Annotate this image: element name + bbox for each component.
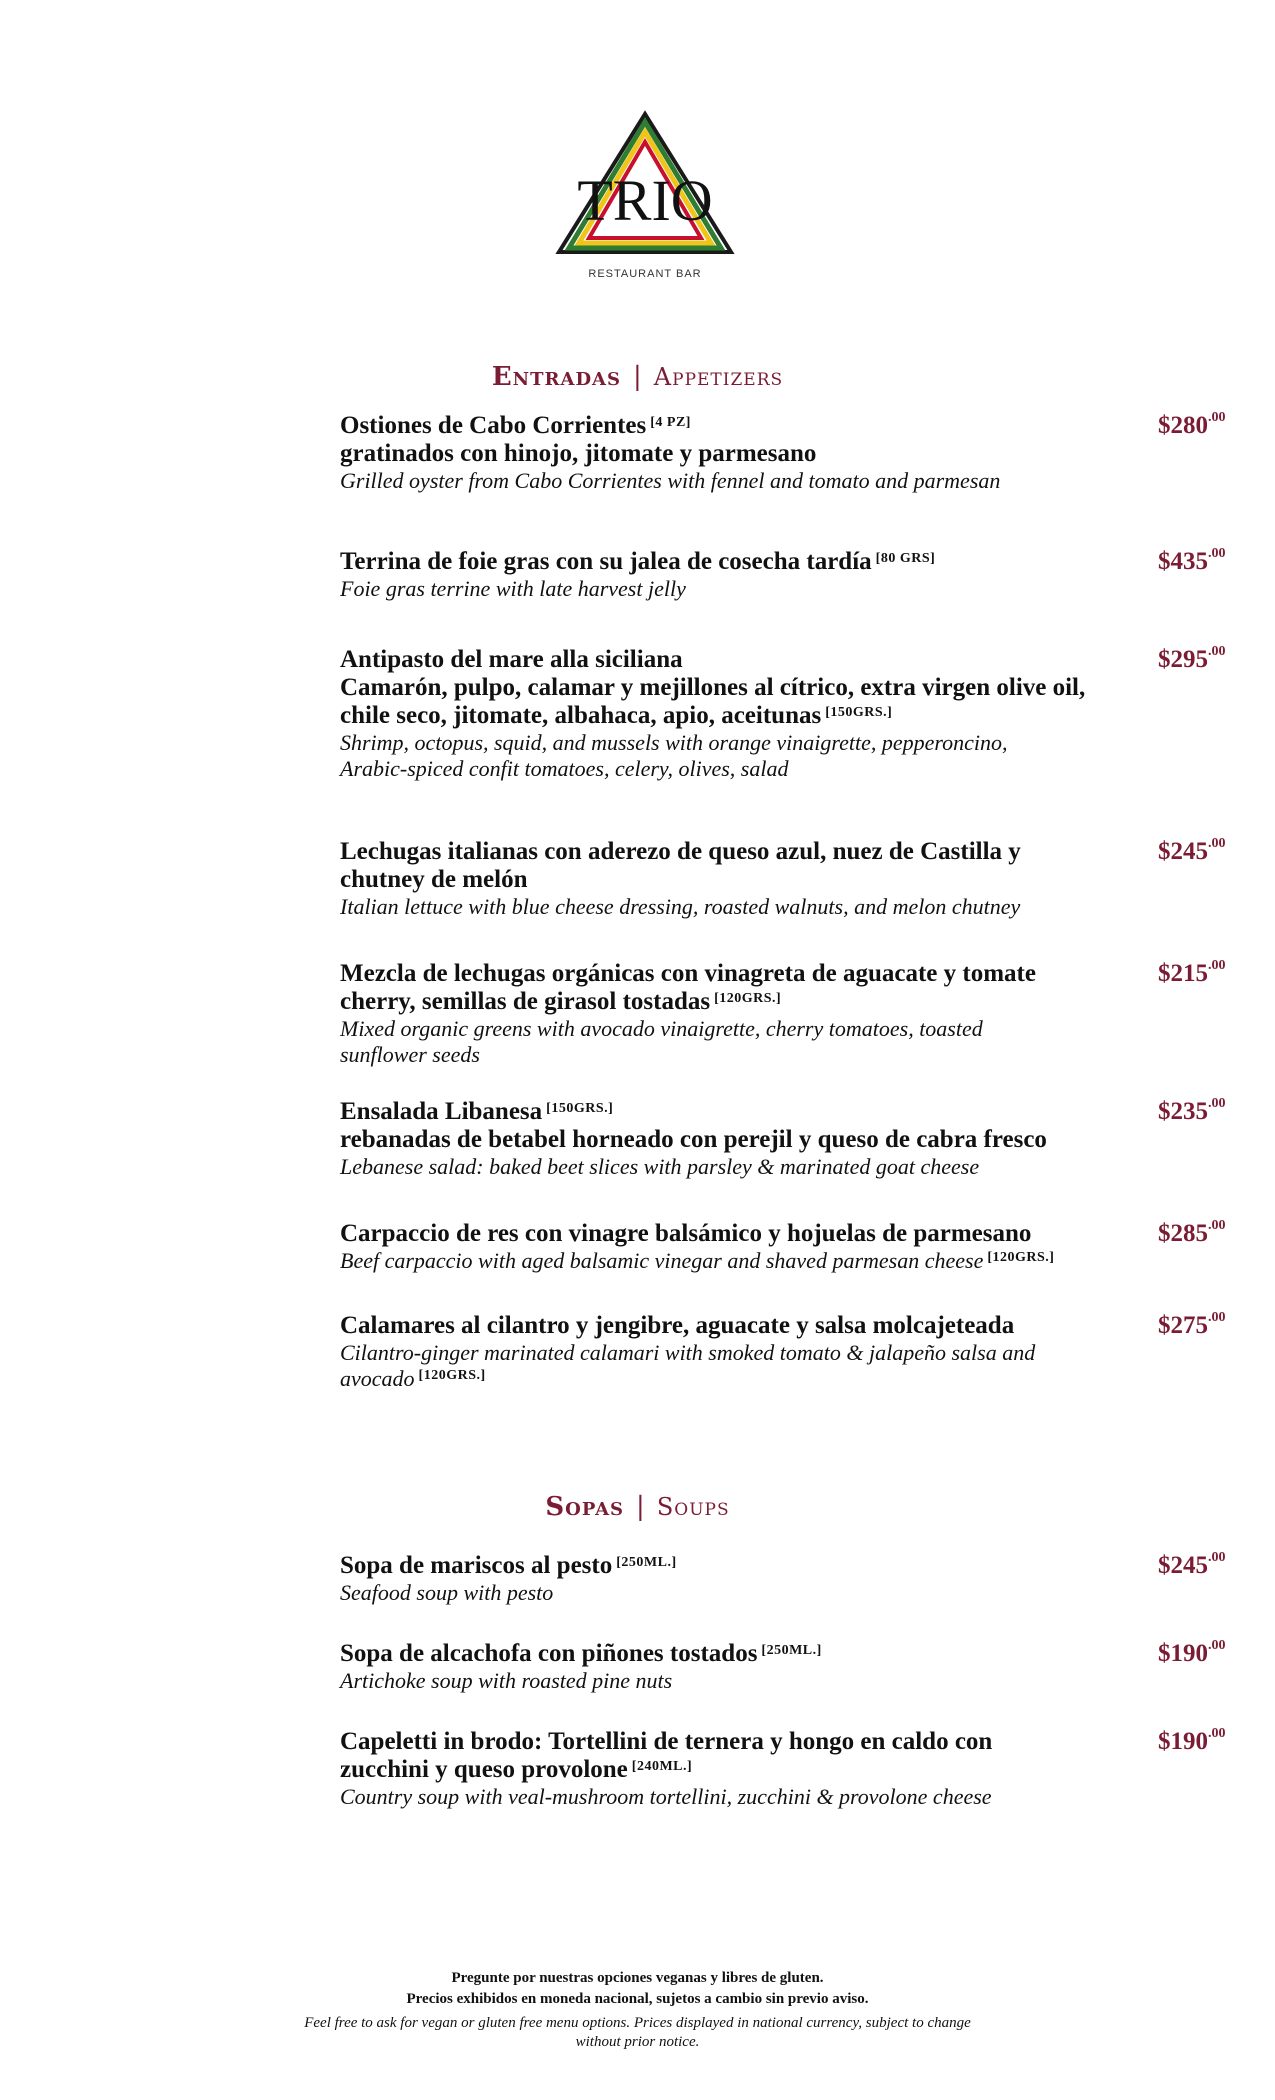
item-description: Mixed organic greens with avocado vinaigrette, cherry tomatoes, toasted	[340, 1016, 983, 1041]
footer-line-3: Feel free to ask for vegan or gluten free menu options. Prices displayed in national currency, subject to change	[304, 2015, 971, 2031]
item-size: [240ML.]	[631, 1759, 693, 1774]
logo-subtitle: RESTAURANT BAR	[588, 268, 702, 280]
item-size: [250ML.]	[761, 1643, 822, 1658]
section-title-es: Sopas	[545, 1492, 625, 1522]
item-description: Foie gras terrine with late harvest jelly	[340, 576, 686, 601]
item-name: Mezcla de lechugas orgánicas con vinagreta de aguacate y tomate	[340, 960, 1036, 987]
item-price: $\$245^{.00}$	[1158, 1549, 1226, 1579]
item-name: Calamares al cilantro y jengibre, aguacate y salsa molcajeteada	[340, 1312, 1015, 1339]
menu-item	[340, 1312, 1160, 1392]
item-size: [120GRS.]	[418, 1368, 486, 1383]
item-description-line2: Arabic-spiced confit tomatoes, celery, olives, salad	[340, 756, 789, 781]
item-description: Shrimp, octopus, squid, and mussels with orange vinaigrette, pepperoncino,	[340, 730, 1008, 755]
item-name: Ostiones de Cabo Corrientes	[340, 412, 647, 439]
footer	[0, 1968, 1275, 2052]
item-size: [4 PZ]	[650, 415, 691, 430]
item-name-line3: chile seco, jitomate, albahaca, apio, aceitunas	[340, 702, 822, 729]
item-name-line2: cherry, semillas de girasol tostadas	[340, 988, 711, 1015]
section-title-es: Entradas	[491, 362, 622, 392]
item-description: Country soup with veal-mushroom tortellini, zucchini & provolone cheese	[340, 1784, 992, 1809]
item-size: [80 GRS]	[875, 551, 936, 566]
item-description: Seafood soup with pesto	[340, 1580, 554, 1605]
logo	[555, 108, 735, 260]
menu-item	[340, 412, 1160, 494]
item-description-line2: avocado	[340, 1366, 415, 1391]
item-size: [150GRS.]	[825, 705, 893, 720]
item-size: [250ML.]	[616, 1555, 677, 1570]
item-price: $\$190^{.00}$	[1158, 1637, 1226, 1667]
menu-item	[340, 1220, 1160, 1274]
menu-item	[340, 838, 1160, 920]
menu-item	[340, 960, 1160, 1068]
item-price: $\$235^{.00}$	[1158, 1095, 1226, 1125]
section-separator: |	[636, 1492, 645, 1522]
item-price: $\$215^{.00}$	[1158, 957, 1226, 987]
section-title-soups	[0, 1492, 1275, 1522]
item-name: Sopa de alcachofa con piñones tostados	[340, 1640, 758, 1667]
item-name: Antipasto del mare alla siciliana	[340, 646, 683, 673]
item-description: Lebanese salad: baked beet slices with parsley & marinated goat cheese	[340, 1154, 980, 1179]
item-price: $\$285^{.00}$	[1158, 1217, 1226, 1247]
item-price: $\$275^{.00}$	[1158, 1309, 1226, 1339]
item-price: $\$295^{.00}$	[1158, 643, 1226, 673]
section-title-en: Soups	[656, 1493, 730, 1521]
item-description: Grilled oyster from Cabo Corrientes with fennel and tomato and parmesan	[340, 468, 1001, 493]
item-name: Terrina de foie gras con su jalea de cosecha tardía	[340, 548, 872, 575]
item-name: Lechugas italianas con aderezo de queso azul, nuez de Castilla y	[340, 838, 1021, 865]
menu-item	[340, 1098, 1160, 1180]
item-name-line2: chutney de melón	[340, 866, 528, 893]
trio-logo-icon	[555, 108, 735, 260]
item-description: Cilantro-ginger marinated calamari with smoked tomato & jalapeño salsa and	[340, 1340, 1036, 1365]
menu-item	[340, 1552, 1160, 1606]
item-name-line2: Camarón, pulpo, calamar y mejillones al cítrico, extra virgen olive oil,	[340, 674, 1086, 701]
menu-item	[340, 1728, 1160, 1810]
menu-item	[340, 1640, 1160, 1694]
item-size: [120GRS.]	[987, 1250, 1055, 1265]
footer-line-4: without prior notice.	[575, 2034, 700, 2050]
item-name-line2: gratinados con hinojo, jitomate y parmesano	[340, 440, 817, 467]
section-separator: |	[633, 362, 642, 392]
section-title-en: Appetizers	[653, 363, 784, 391]
menu-item	[340, 646, 1160, 782]
item-description: Artichoke soup with roasted pine nuts	[340, 1668, 673, 1693]
section-title-appetizers	[0, 362, 1275, 392]
item-name: Carpaccio de res con vinagre balsámico y hojuelas de parmesano	[340, 1220, 1032, 1247]
logo-brand: TRIO	[577, 168, 713, 233]
item-price: $\$190^{.00}$	[1158, 1725, 1226, 1755]
item-price: $\$280^{.00}$	[1158, 409, 1226, 439]
item-description: Italian lettuce with blue cheese dressing, roasted walnuts, and melon chutney	[340, 894, 1021, 919]
item-name: Sopa de mariscos al pesto	[340, 1552, 613, 1579]
item-name-line2: rebanadas de betabel horneado con perejil y queso de cabra fresco	[340, 1126, 1047, 1153]
item-name: Capeletti in brodo: Tortellini de ternera y hongo en caldo con	[340, 1728, 993, 1755]
item-description: Beef carpaccio with aged balsamic vinegar and shaved parmesan cheese	[340, 1248, 984, 1273]
item-size: [120GRS.]	[714, 991, 782, 1006]
item-price: $\$245^{.00}$	[1158, 835, 1226, 865]
menu-item	[340, 548, 1160, 602]
item-price: $\$435^{.00}$	[1158, 545, 1226, 575]
footer-line-2: Precios exhibidos en moneda nacional, sujetos a cambio sin previo aviso.	[406, 1991, 869, 2007]
item-name-line2: zucchini y queso provolone	[340, 1756, 628, 1783]
item-name: Ensalada Libanesa	[340, 1098, 543, 1125]
item-description-line2: sunflower seeds	[340, 1042, 480, 1067]
item-size: [150GRS.]	[546, 1101, 614, 1116]
footer-line-1: Pregunte por nuestras opciones veganas y libres de gluten.	[451, 1970, 824, 1986]
